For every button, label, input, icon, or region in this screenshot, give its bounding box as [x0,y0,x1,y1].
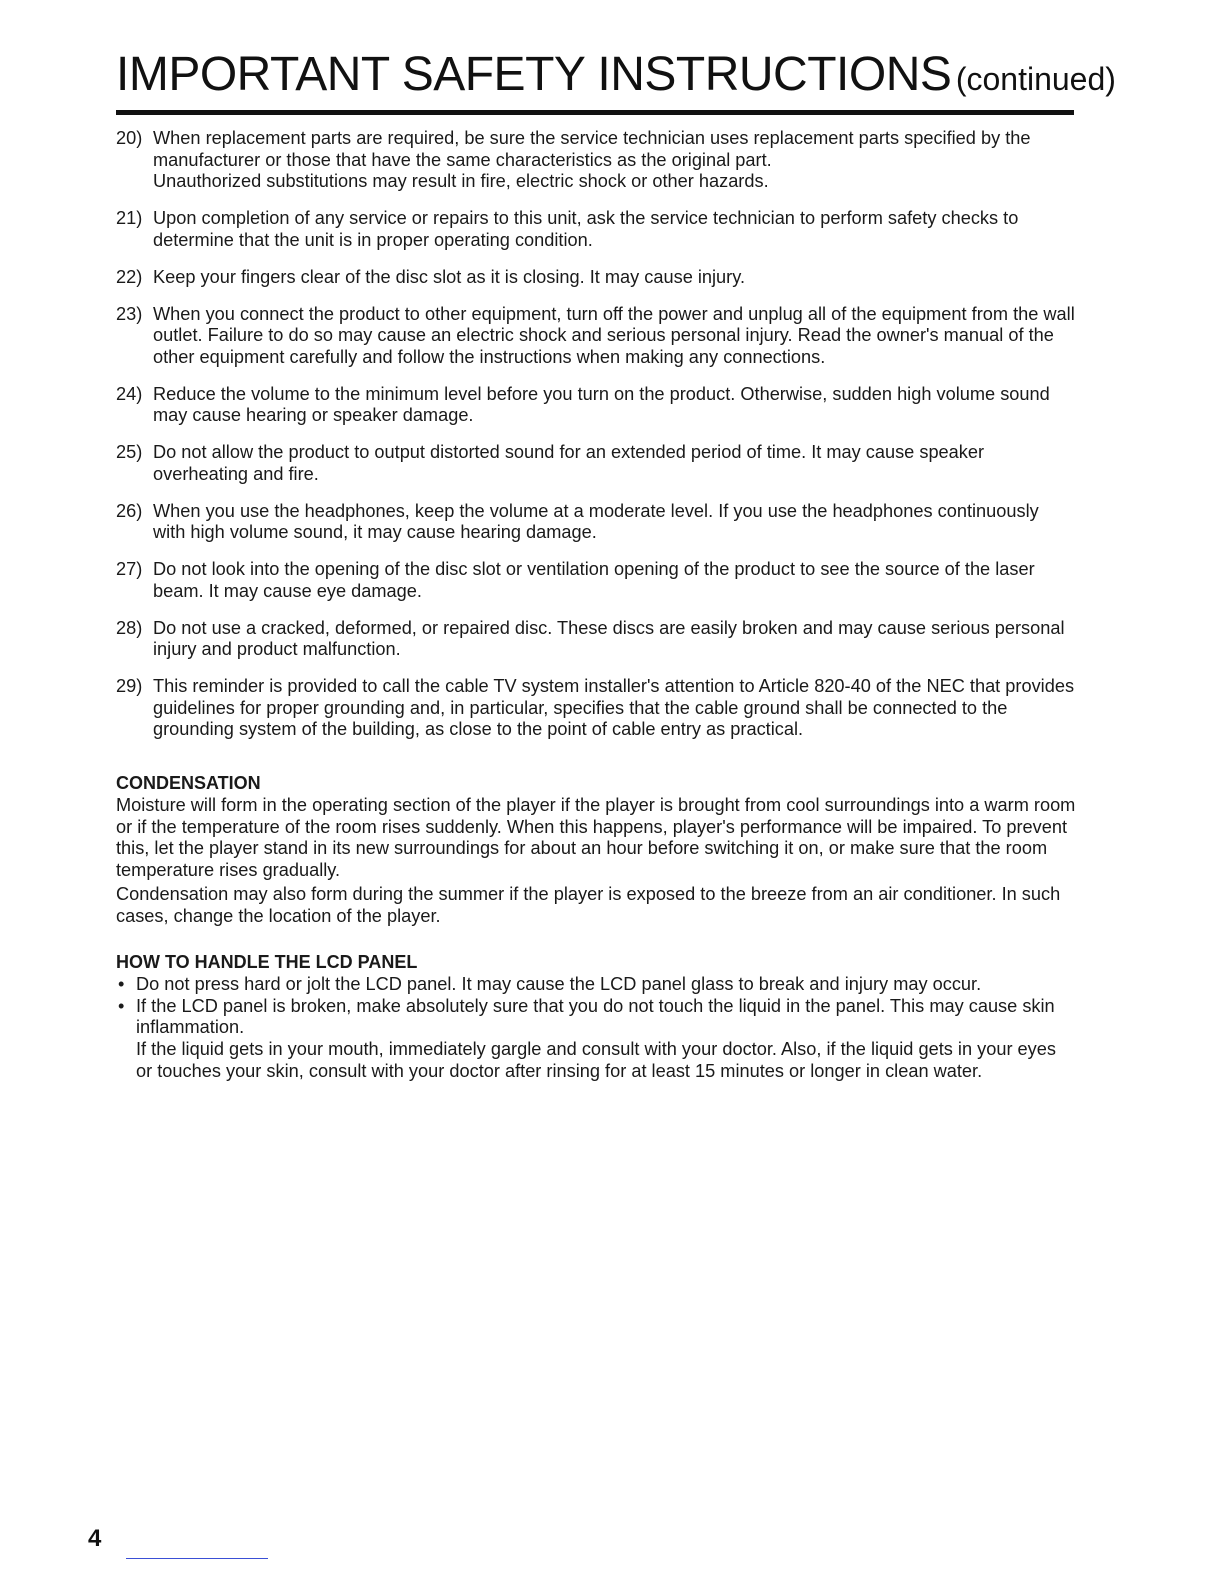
instruction-number: 28) [116,617,143,638]
instruction-item-21 [116,208,1076,251]
instruction-number: 27) [116,559,143,579]
instruction-text: This reminder is provided to call the cable TV system installer's attention to Article 820-40 of the NEC that provides guidelines for proper grounding and, in particular, specifies that the cable ground shall be connected to the grounding system of the building, as close to the point of cable entry as practical. [153,676,1075,739]
instruction-item-20 [116,128,1076,193]
page-number: 4 [88,1525,102,1552]
instruction-number: 24) [116,383,143,404]
instruction-text: Upon completion of any service or repairs to this unit, ask the service technician to perform safety checks to determine that the unit is in proper operating condition. [153,208,1019,250]
instruction-number: 25) [116,442,143,462]
instruction-text: Reduce the volume to the minimum level before you turn on the product. Otherwise, sudden high volume sound may cause hearing or speaker damage. [153,383,1050,425]
lcd-bullet-item [116,974,1076,996]
lcd-panel-section [116,952,1076,1083]
instruction-text: When replacement parts are required, be sure the service technician uses replacement parts specified by the manufacturer or those that have the same characteristics as the original part. [153,128,1031,170]
instruction-number: 29) [116,676,143,696]
instruction-number: 26) [116,500,143,521]
instruction-item-29 [116,676,1076,741]
footer-divider-line [126,1558,268,1559]
lcd-panel-bullet-list [116,974,1076,1083]
safety-instructions-list [116,128,1076,756]
instruction-item-25 [116,442,1076,485]
condensation-paragraph: Condensation may also form during the summer if the player is exposed to the breeze from an air conditioner. In such cases, change the location of the player. [116,883,1061,926]
lcd-bullet-extra-text: If the liquid gets in your mouth, immediately gargle and consult with your doctor. Also, if the liquid gets in your eyes or touches your skin, consult with your doctor after rinsing for at least 15 minutes or longer in clean water. [136,1039,1056,1081]
bullet-icon: • [118,973,125,994]
instruction-number: 21) [116,208,143,228]
condensation-paragraph: Moisture will form in the operating section of the player if the player is brought from cool surroundings into a warm room or if the temperature of the room rises suddenly. When this happens, player's performance will be impaired. To prevent this, let the player stand in its new surroundings for about an hour before switching it on, or make sure that the room temperature rises gradually. [116,794,1076,881]
lcd-bullet-text: Do not press hard or jolt the LCD panel. It may cause the LCD panel glass to break and injury may occur. [136,973,982,994]
instruction-text: Do not look into the opening of the disc slot or ventilation opening of the product to see the source of the laser beam. It may cause eye damage. [153,559,1035,601]
instruction-item-22 [116,267,1076,289]
page-title: IMPORTANT SAFETY INSTRUCTIONS [116,48,952,101]
instruction-text: Do not use a cracked, deformed, or repaired disc. These discs are easily broken and may cause serious personal injury and product malfunction. [153,617,1065,659]
title-continued-label: (continued) [955,61,1116,97]
instruction-text: When you use the headphones, keep the volume at a moderate level. If you use the headphones continuously with high volume sound, it may cause hearing damage. [153,500,1039,542]
instruction-item-23 [116,304,1076,369]
instruction-text: When you connect the product to other equipment, turn off the power and unplug all of the equipment from the wall outlet. Failure to do so may cause an electric shock and serious personal injury. Read the owner's manual of the other equipment carefully and follow the instructions when making any connections. [153,303,1075,367]
lcd-panel-heading: HOW TO HANDLE THE LCD PANEL [116,952,418,972]
instruction-text: Keep your fingers clear of the disc slot as it is closing. It may cause injury. [153,266,746,287]
condensation-section [116,773,1076,928]
instruction-text: Do not allow the product to output distorted sound for an extended period of time. It may cause speaker overheating and fire. [153,442,985,484]
page-header [116,44,1116,115]
instruction-item-27 [116,559,1076,602]
instruction-extra-text: Unauthorized substitutions may result in fire, electric shock or other hazards. [153,171,769,191]
bullet-icon: • [118,995,125,1016]
instruction-number: 20) [116,128,143,148]
lcd-bullet-item [116,996,1076,1083]
instruction-item-28 [116,618,1076,661]
condensation-heading: CONDENSATION [116,773,261,793]
instruction-item-26 [116,501,1076,544]
instruction-item-24 [116,384,1076,427]
lcd-bullet-text: If the LCD panel is broken, make absolutely sure that you do not touch the liquid in the panel. This may cause skin inflammation. [136,995,1055,1038]
instruction-number: 22) [116,266,143,287]
instruction-number: 23) [116,303,143,324]
